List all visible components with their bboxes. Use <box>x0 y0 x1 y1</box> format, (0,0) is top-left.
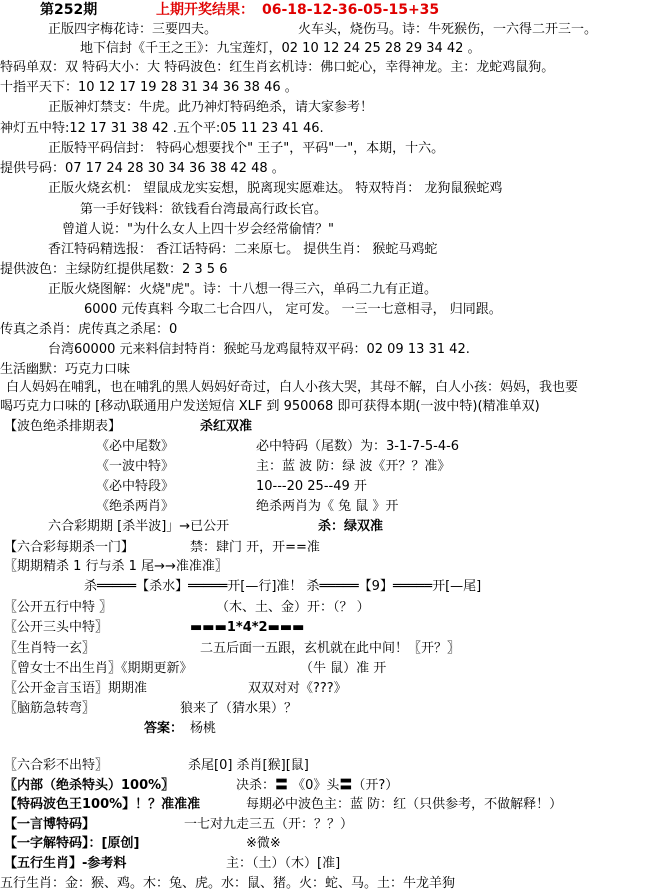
plum-poem-line-b: 火车头，烧伤马。诗：牛死猴伤，一六得二开三一。 <box>298 22 598 37</box>
kill-door-label: 【六合彩每期杀一门】 <box>4 540 135 555</box>
fax-material-line: 6000 元传真料 今取二七合四八， 定可发。 一三一七意相寻， 归同跟。 <box>84 302 502 317</box>
result-numbers: 06-18-12-36-05-15+35 <box>262 2 440 18</box>
five-zodiac-detail: 五行生肖：金：猴、鸡。木：兔、虎。水：鼠、猪。火：蛇、马。土：牛龙羊狗 <box>0 876 456 891</box>
kill-two-label: 《绝杀两肖》 <box>96 499 175 514</box>
zodiac-mystery-value: 二五后面一五跟，玄机就在此中间！〖开？〗 <box>200 641 461 656</box>
first-hand-line: 第一手好钱料：欲钱看台湾最高行政长官。 <box>80 202 328 217</box>
wave-kill-verdict: 杀红双准 <box>200 419 253 434</box>
humor-title: 生活幽默：巧克力口味 <box>0 362 131 377</box>
lamp-forbidden-line: 正版神灯禁支：牛虎。此乃神灯特码绝杀，请大家参考！ <box>48 100 374 115</box>
kill-row-title: 〖期期精杀 1 行与杀 1 尾→→准准准〗 <box>4 559 228 574</box>
wave-color-line: 提供波色：主绿防红提供尾数：2 3 5 6 <box>0 262 228 277</box>
one-word-bet-value: 一七对九走三五（开：？？） <box>184 817 354 832</box>
five-zodiac-value: 主：（土）（木）[准] <box>226 856 341 871</box>
underground-letter: 地下信封《千王之王》：九宝莲灯，02 10 12 24 25 28 29 34 42 。 <box>80 41 481 56</box>
wave-kill-table-title: 【波色绝杀排期表】 <box>4 419 122 434</box>
riddle-question: 狼来了（猜水果）？ <box>180 701 298 716</box>
fire-mystery-line: 正版火烧玄机： 望鼠成龙实妄想，脱离现实愿难达。 特双特肖： 龙狗鼠猴蛇鸡 <box>48 181 503 196</box>
one-char-label: 【一字解特码】：[原创] <box>4 836 140 851</box>
ten-fingers-line: 十指平天下：10 12 17 19 28 31 34 36 38 46 。 <box>0 80 298 95</box>
kill-door-value: 禁：肆门 开，开==准 <box>190 540 320 555</box>
must-range-value: 10---20 25--49 开 <box>256 479 367 494</box>
taoist-says-line: 曾道人说："为什么女人上四十岁会经常偷情？" <box>62 222 334 237</box>
one-wave-label: 《一波中特》 <box>96 459 175 474</box>
no-special-value: 杀尾[0] 杀肖[猴][鼠] <box>188 758 309 773</box>
one-wave-value: 主：蓝 波 防：绿 波《开？？准》 <box>256 459 451 474</box>
no-special-label: 〖六合彩不出特〗 <box>4 758 109 773</box>
flat-code-letter: 正版特平码信封： 特码心想要找个" 王子"，平码"一"，本期，十六。 <box>48 141 445 156</box>
lamp-five-line: 神灯五中特:12 17 31 38 42 .五个平:05 11 23 41 46. <box>0 121 324 136</box>
five-zodiac-label: 【五行生肖】-参考料 <box>4 856 127 871</box>
must-range-label: 《必中特段》 <box>96 479 175 494</box>
riddle-label: 〖脑筋急转弯〗 <box>4 701 96 716</box>
kill-two-value: 绝杀两肖为《 兔 鼠 》开 <box>256 499 399 514</box>
plum-poem-line-a: 正版四字梅花诗：三要四夫。 <box>48 22 218 37</box>
taiwan-letter-line: 台湾60000 元来料信封特肖：猴蛇马龙鸡鼠特双平码：02 09 13 31 42. <box>48 342 470 357</box>
humor-text-1: 白人妈妈在哺乳，也在哺乳的黑人妈妈好奇过，白人小孩大哭，其母不解，白人小孩：妈妈，我也要 <box>6 380 579 395</box>
must-tail-label: 《必中尾数》 <box>96 439 175 454</box>
madam-zeng-value: （牛 鼠）准 开 <box>300 661 387 676</box>
wave-king-label: 【特码波色王100%】！？准准准 <box>4 797 201 812</box>
result-label: 上期开奖结果： <box>156 2 254 18</box>
provided-numbers: 提供号码：07 17 24 28 30 34 36 38 42 48 。 <box>0 161 285 176</box>
five-element-value: （木、土、金）开：（？ ） <box>216 600 370 615</box>
half-wave-verdict: 杀：绿双准 <box>318 519 384 534</box>
one-word-bet-label: 【一言博特码】 <box>4 817 96 832</box>
special-code-summary: 特码单双：双 特码大小：大 特码波色：红生肖玄机诗：佛口蛇心，幸得神龙。主：龙蛇鸡鼠狗。 <box>0 60 555 75</box>
wave-king-value: 每期必中波色主：蓝 防：红（只供参考，不做解释！） <box>246 797 563 812</box>
golden-words-value: 双双对对《???》 <box>248 681 347 696</box>
riddle-answer-label: 答案： <box>144 721 184 736</box>
madam-zeng-label: 〖曾女士不出生肖〗《期期更新》 <box>4 661 193 676</box>
issue-label: 第252期 <box>40 2 98 18</box>
five-element-label: 〖公开五行中特 〗 <box>4 600 113 615</box>
golden-words-label: 〖公开金言玉语〗期期准 <box>4 681 148 696</box>
three-head-value: ▬▬▬1*4*2▬▬▬ <box>190 620 305 635</box>
inner-kill-value: 决杀：〓 《0》头〓（开?） <box>236 778 399 793</box>
one-char-value: ※微※ <box>246 836 281 851</box>
kill-row-line: 杀═════【杀水】═════开[—行]准！ 杀═════【9】═════开[—尾] <box>84 579 482 594</box>
must-tail-value: 必中特码（尾数）为：3-1-7-5-4-6 <box>256 439 460 454</box>
fire-diagram-line: 正版火烧图解：火烧"虎"。诗：十八想一得三六，单码二九有正道。 <box>48 282 437 297</box>
three-head-label: 〖公开三头中特〗 <box>4 620 109 635</box>
half-wave-label: 六合彩期期 [杀半波]」→已公开 <box>48 519 230 534</box>
zodiac-mystery-label: 〖生肖特一玄〗 <box>4 641 96 656</box>
riddle-answer: 杨桃 <box>190 721 217 736</box>
inner-kill-label: 〖内部（绝杀特头）100%〗 <box>4 778 175 793</box>
humor-text-2: 喝巧克力口味的 [移动\联通用户发送短信 XLF 到 950068 即可获得本期(一波中特)(精准单双) <box>0 399 540 414</box>
hk-select-line: 香江特码精选报： 香江话特码：二来原七。 提供生肖： 猴蛇马鸡蛇 <box>48 242 438 257</box>
fax-kill-line: 传真之杀肖：虎传真之杀尾：0 <box>0 322 178 337</box>
